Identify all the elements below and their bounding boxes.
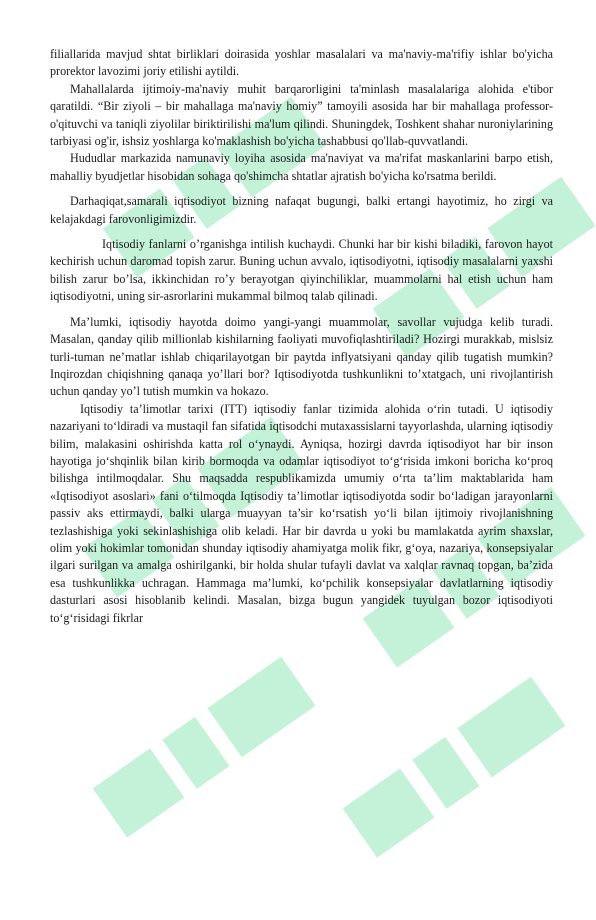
paragraph: Darhaqiqat,samarali iqtisodiyot bizning nafaqat bugungi, balki ertangi hayotimiz, ho zirgi va kelajakdagi farovonligimizdir. (50, 194, 553, 226)
paragraph: Iqtisodiy ta’limotlar tarixi (ITT) iqtisodiy fanlar tizimida alohida o‘rin tutadi. U iqtisodiy nazariyani to‘ldiradi va mustaqil fan sifatida iqtisodchi mutaxassislarni tayyorlashda, ularning iqtisodiy bilim, malakasini oshirishda katta rol o‘ynaydi. Ayniqsa, hozirgi davrda iqtisodiyot har bir inson hayotiga jo‘shqinlik bilan kirib bormoqda va odamlar iqtisodiyot to‘g‘risida imkoni boricha ko‘proq bilishga intilmoqdalar. Shu maqsadda respublikamizda umumiy o‘rta ta’lim maktablarida ham «Iqtisodiyot asoslari» fani o‘tilmoqda Iqtisodiy ta’limotlar iqtisodiyotda sodir bo‘ladigan jarayonlarni passiv aks ettirmaydi, balki ularga muayyan ta’sir ko‘rsatish yo‘li bilan ijtimoiy rivojlanishning tezlashishiga yoki sekinlashishiga olib keladi. Har bir davrda u yoki bu mamlakatda ayrim shaxslar, olim yoki hokimlar tomonidan shunday iqtisodiy ahamiyatga molik fikr, g‘oya, nazariya, konsepsiyalar ilgari surilgan va amalga oshirilganki, bir holda shular tufayli davlat va xalqlar ravnaq topgan, ba’zida esa tushkunlikka uchragan. Hammaga ma’lumki, ko‘pchilik konsepsiyalar davlatlarning iqtisodiy dasturlari asosi hisoblanib kelindi. Masalan, bizga bugun yangidek tuyulgan bozor iqtisodiyoti to‘g‘risidagi fikrlar (50, 401, 553, 625)
paragraph: Ma’lumki, iqtisodiy hayotda doimo yangi-yangi muammolar, savollar vujudga kelib turadi. Masalan, qanday qilib millionlab kishilarning faoliyati muvofiqlashtiriladi? Hozirgi murakkab, mislsiz turli-tuman ne’matlar ishlab chiqarilayotgan bir paytda inflyatsiyani qanday qilib tugatish mumkin? Inqirozdan chiqishning qanaqa yo’llari bor? Iqtisodiyotda tushkunlikni to’xtatgach, uni rivojlantirish uchun qanday yo’l tutish mumkin va hokazo. (50, 314, 553, 399)
document-page (50, 46, 553, 627)
paragraph: Iqtisodiy fanlarni o’rganishga intilish kuchaydi. Chunki har bir kishi biladiki, farovon hayot kechirish uchun daromad topish zarur. Buning uchun avvalo, iqtisodiyotni, iqtisodiy masalalarni yaxshi bilish zarur bo’lsa, ikkinchidan ro’y berayotgan qiyinchiliklar, muammolarni hal etish uchun ham iqtisodiyotni, uning sir-asrorlarini mukammal bilmoq talab qilinadi. (50, 237, 553, 304)
paragraph: Hududlar markazida namunaviy loyiha asosida ma'naviyat va ma'rifat maskanlarini barpo etish, mahalliy byudjetlar hisobidan sohaga qo'shimcha shtatlar ajratish bo'yicha ko'rsatma berildi. (50, 151, 553, 183)
paragraph: filiallarida mavjud shtat birliklari doirasida yoshlar masalalari va ma'naviy-ma'rifiy ishlar bo'yicha prorektor lavozimi joriy etilishi aytildi. (50, 47, 553, 79)
paragraph: Mahallalarda ijtimoiy-ma'naviy muhit barqarorligini ta'minlash masalalariga alohida e'tibor qaratildi. “Bir ziyoli – bir mahallaga ma'naviy homiy” tamoyili asosida har bir mahallaga professor-o'qituvchi va taniqli ziyolilar biriktirilishi ma'lum qilindi. Shuningdek, Toshkent shahar nuroniylarining tarbiyasi og'ir, ishsiz yoshlarga ko'maklashish bo'yicha tashabbusi qo'llab-quvvatlandi. (50, 81, 553, 149)
watermark-mark (300, 620, 596, 920)
watermark-mark (50, 600, 350, 900)
